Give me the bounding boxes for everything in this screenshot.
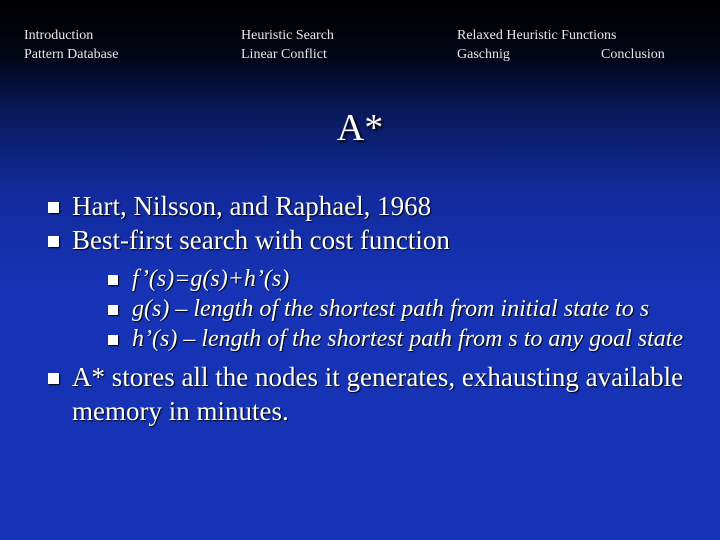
- sub-bullet-text: g(s) – length of the shortest path from initial state to s: [132, 296, 650, 322]
- slide-title: A*: [336, 107, 384, 149]
- square-bullet-icon: [48, 373, 59, 384]
- nav-group-1: [24, 26, 118, 64]
- bullet-text: Hart, Nilsson, and Raphael, 1968: [72, 191, 432, 221]
- sub-bullet-text: f’(s)=g(s)+h’(s): [132, 266, 290, 292]
- sub-bullet-item: [108, 324, 708, 354]
- section-navigation: [0, 26, 720, 66]
- bullet-list: [48, 189, 708, 428]
- nav-link-heuristic-search[interactable]: Heuristic Search: [241, 28, 334, 43]
- sub-bullet-item: [108, 264, 708, 294]
- bullet-text: Best-first search with cost function: [72, 225, 450, 255]
- sub-bullet-text: h’(s) – length of the shortest path from s to any goal state: [132, 326, 684, 352]
- nav-group-2: [241, 26, 334, 64]
- square-bullet-icon: [108, 305, 118, 315]
- bullet-text: A* stores all the nodes it generates, exhausting available memory in minutes.: [72, 362, 684, 426]
- square-bullet-icon: [108, 275, 118, 285]
- bullet-item: [48, 189, 708, 223]
- sub-bullet-list: [72, 264, 708, 354]
- square-bullet-icon: [48, 202, 59, 213]
- nav-link-conclusion[interactable]: Conclusion: [601, 47, 665, 62]
- bullet-item: [48, 223, 708, 354]
- nav-link-linear-conflict[interactable]: Linear Conflict: [241, 47, 327, 62]
- nav-group-3: [457, 26, 679, 64]
- sub-bullet-item: [108, 294, 708, 324]
- nav-link-introduction[interactable]: Introduction: [24, 28, 94, 43]
- bullet-item: [48, 360, 708, 428]
- nav-row-3b: [457, 45, 679, 64]
- square-bullet-icon: [108, 335, 118, 345]
- nav-link-pattern-database[interactable]: Pattern Database: [24, 47, 119, 62]
- nav-link-gaschnig[interactable]: Gaschnig: [457, 47, 510, 62]
- nav-link-relaxed-heuristic-functions[interactable]: Relaxed Heuristic Functions: [457, 28, 617, 43]
- square-bullet-icon: [48, 236, 59, 247]
